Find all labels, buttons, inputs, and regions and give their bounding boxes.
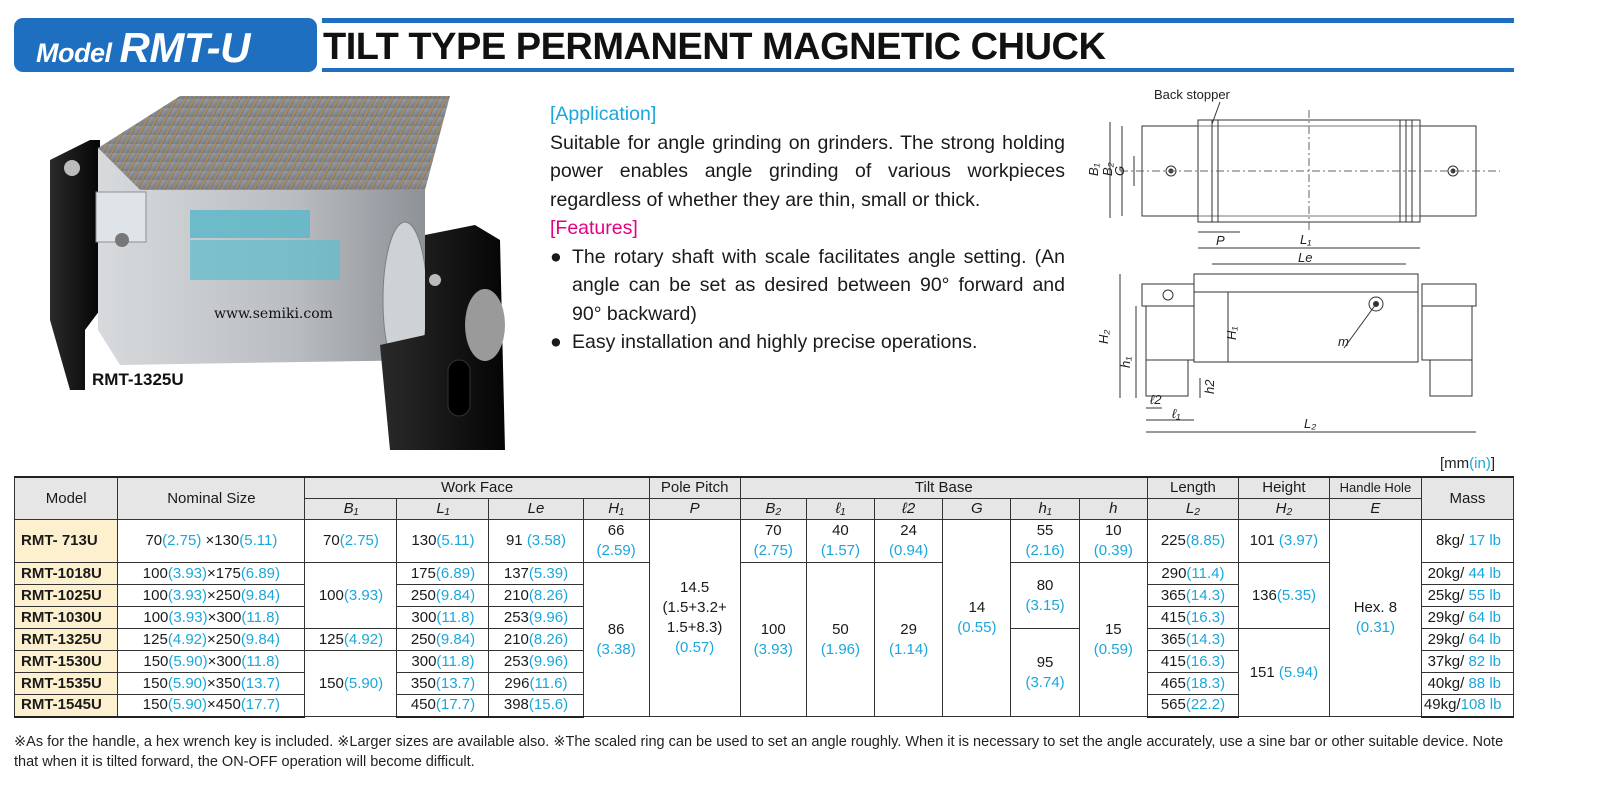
col-mass: Mass	[1421, 477, 1513, 520]
col-h1-small: h₁	[1011, 499, 1079, 520]
description	[550, 100, 1065, 357]
bullet-icon: ●	[550, 331, 562, 353]
cell-handle-hole: Hex. 8 (0.31)	[1329, 520, 1421, 717]
col-work-face: Work Face	[305, 477, 649, 499]
cell-l2: 465(18.3)	[1147, 673, 1238, 695]
cell-h2: 151 (5.94)	[1238, 629, 1329, 717]
cell-nominal-size: 150(5.90)×300(11.8)	[118, 651, 305, 673]
label-b1: B₁	[1086, 163, 1101, 176]
label-l1-small: ℓ₁	[1172, 406, 1181, 421]
cell-model: RMT- 713U	[15, 520, 118, 563]
cell-l2-small: 29 (1.14)	[875, 563, 943, 717]
label-l2-small: ℓ2	[1150, 392, 1162, 407]
cell-pole-pitch: 14.5 (1.5+3.2+ 1.5+8.3) (0.57)	[649, 520, 740, 717]
footnotes: ※As for the handle, a hex wrench key is included. ※Larger sizes are available also. ※The scaled ring can be used to set an angle roughly. When it is necessary to set the angle accurately, use a sine bar or other suitable device. Note that when it is tilted forward, the ON-OFF operation will become difficult.	[14, 734, 1504, 770]
cell-model: RMT-1535U	[15, 673, 118, 695]
cell-l1: 130(5.11)	[397, 520, 489, 563]
cell-g: 14 (0.55)	[943, 520, 1011, 717]
application-text: Suitable for angle grinding on grinders. The strong holding power enables angle grinding of various workpieces regardless of whether they are thin, small or thick.	[550, 131, 1065, 211]
cell-mass: 29kg/ 64 lb	[1421, 607, 1513, 629]
cell-mass: 8kg/ 17 lb	[1421, 520, 1513, 563]
cell-nominal-size: 100(3.93)×175(6.89)	[118, 563, 305, 585]
feature-text: The rotary shaft with scale facilitates angle setting. (An angle can be set as desired between 90° forward and 90° backward)	[572, 245, 1065, 325]
cell-h1: 86 (3.38)	[583, 563, 649, 717]
header-bottom-rule	[322, 68, 1514, 72]
cell-b2: 70 (2.75)	[740, 520, 806, 563]
cell-b2: 100 (3.93)	[740, 563, 806, 717]
cell-l1: 450(17.7)	[397, 695, 489, 717]
cell-l1-small: 50 (1.96)	[806, 563, 874, 717]
spec-table	[14, 476, 1514, 718]
cell-le: 296(11.6)	[489, 673, 583, 695]
cell-h: 15 (0.59)	[1079, 563, 1147, 717]
cell-mass: 29kg/ 64 lb	[1421, 629, 1513, 651]
application-heading: [Application]	[550, 103, 657, 125]
back-stopper-label: Back stopper	[1154, 87, 1230, 102]
col-l1-small: ℓ₁	[806, 499, 874, 520]
header-top-rule	[322, 18, 1514, 23]
unit-mm: [mm	[1440, 455, 1470, 472]
cell-l1: 175(6.89)	[397, 563, 489, 585]
cell-model: RMT-1545U	[15, 695, 118, 717]
cell-h1-small: 55 (2.16)	[1011, 520, 1079, 563]
col-e: E	[1329, 499, 1421, 520]
col-h: h	[1079, 499, 1147, 520]
photo-caption: RMT-1325U	[92, 370, 184, 389]
cell-mass: 40kg/ 88 lb	[1421, 673, 1513, 695]
cell-mass: 20kg/ 44 lb	[1421, 563, 1513, 585]
cell-l1: 300(11.8)	[397, 607, 489, 629]
label-h2-lower: h2	[1202, 379, 1217, 394]
cell-mass: 49kg/108 lb	[1421, 695, 1513, 717]
cell-nominal-size: 150(5.90)×450(17.7)	[118, 695, 305, 717]
label-l1: L₁	[1300, 232, 1312, 247]
cell-le: 137(5.39)	[489, 563, 583, 585]
label-h2-upper: H₂	[1096, 329, 1111, 344]
unit-close: ]	[1490, 455, 1496, 472]
product-photo	[30, 90, 530, 460]
table-row	[15, 520, 1514, 563]
cell-l2-small: 24 (0.94)	[875, 520, 943, 563]
cell-h2: 136(5.35)	[1238, 563, 1329, 629]
cell-le: 91 (3.58)	[489, 520, 583, 563]
cell-nominal-size: 100(3.93)×250(9.84)	[118, 585, 305, 607]
feature-item	[550, 328, 1065, 357]
col-length: Length	[1147, 477, 1238, 499]
cell-model: RMT-1030U	[15, 607, 118, 629]
label-le: Le	[1298, 250, 1313, 265]
cell-model: RMT-1018U	[15, 563, 118, 585]
cell-l1: 250(9.84)	[397, 629, 489, 651]
cell-l2: 415(16.3)	[1147, 651, 1238, 673]
cell-l2: 290(11.4)	[1147, 563, 1238, 585]
cell-l1: 250(9.84)	[397, 585, 489, 607]
cell-l2: 365(14.3)	[1147, 629, 1238, 651]
cell-nominal-size: 100(3.93)×300(11.8)	[118, 607, 305, 629]
label-l2: L₂	[1304, 416, 1317, 431]
col-h2: H₂	[1238, 499, 1329, 520]
model-badge	[14, 18, 317, 72]
feature-item	[550, 243, 1065, 329]
label-p: P	[1216, 233, 1225, 248]
cell-b1: 100(3.93)	[305, 563, 397, 629]
col-l1: L₁	[397, 499, 489, 520]
cell-le: 253(9.96)	[489, 607, 583, 629]
cell-l1: 300(11.8)	[397, 651, 489, 673]
cell-le: 210(8.26)	[489, 629, 583, 651]
cell-l2: 365(14.3)	[1147, 585, 1238, 607]
cell-h: 10 (0.39)	[1079, 520, 1147, 563]
col-p: P	[649, 499, 740, 520]
cell-b1: 125(4.92)	[305, 629, 397, 651]
cell-l2: 415(16.3)	[1147, 607, 1238, 629]
cell-model: RMT-1325U	[15, 629, 118, 651]
cell-le: 210(8.26)	[489, 585, 583, 607]
col-pole-pitch: Pole Pitch	[649, 477, 740, 499]
table-row	[15, 563, 1514, 585]
cell-b1: 150(5.90)	[305, 651, 397, 717]
col-nominal-size: Nominal Size	[118, 477, 305, 520]
cell-h1-small: 95 (3.74)	[1011, 629, 1079, 717]
cell-le: 253(9.96)	[489, 651, 583, 673]
label-h1-upper: H₁	[1224, 326, 1239, 340]
cell-le: 398(15.6)	[489, 695, 583, 717]
cell-mass: 25kg/ 55 lb	[1421, 585, 1513, 607]
page-title: TILT TYPE PERMANENT MAGNETIC CHUCK	[323, 26, 1106, 68]
cell-h1-small: 80 (3.15)	[1011, 563, 1079, 629]
bullet-icon: ●	[550, 245, 562, 268]
cell-l2: 225(8.85)	[1147, 520, 1238, 563]
label-m: m	[1338, 334, 1349, 349]
cell-nominal-size: 125(4.92)×250(9.84)	[118, 629, 305, 651]
technical-drawing	[1086, 82, 1520, 442]
label-g: G	[1112, 165, 1127, 176]
unit-in: (in)	[1469, 455, 1491, 472]
col-l2-small: ℓ2	[875, 499, 943, 520]
cell-h2: 101 (3.97)	[1238, 520, 1329, 563]
watermark: www.semiki.com	[214, 306, 333, 322]
label-b2: B₂	[1100, 162, 1115, 176]
cell-model: RMT-1530U	[15, 651, 118, 673]
feature-text: Easy installation and highly precise operations.	[572, 331, 978, 353]
col-b2: B₂	[740, 499, 806, 520]
cell-model: RMT-1025U	[15, 585, 118, 607]
col-handle-hole: Handle Hole	[1329, 477, 1421, 499]
col-height: Height	[1238, 477, 1329, 499]
col-model: Model	[15, 477, 118, 520]
label-h1-lower: h₁	[1118, 356, 1133, 368]
cell-h1: 66 (2.59)	[583, 520, 649, 563]
col-b1: B₁	[305, 499, 397, 520]
cell-b1: 70(2.75)	[305, 520, 397, 563]
model-prefix: Model	[36, 38, 112, 68]
cell-nominal-size: 70(2.75) ×130(5.11)	[118, 520, 305, 563]
cell-l1-small: 40 (1.57)	[806, 520, 874, 563]
unit-label	[1440, 455, 1495, 472]
col-le: Le	[489, 499, 583, 520]
cell-mass: 37kg/ 82 lb	[1421, 651, 1513, 673]
cell-l2: 565(22.2)	[1147, 695, 1238, 717]
col-l2: L₂	[1147, 499, 1238, 520]
features-heading: [Features]	[550, 217, 638, 239]
col-h1: H₁	[583, 499, 649, 520]
cell-l1: 350(13.7)	[397, 673, 489, 695]
col-tilt-base: Tilt Base	[740, 477, 1147, 499]
col-g: G	[943, 499, 1011, 520]
cell-nominal-size: 150(5.90)×350(13.7)	[118, 673, 305, 695]
model-name: RMT-U	[119, 24, 250, 71]
